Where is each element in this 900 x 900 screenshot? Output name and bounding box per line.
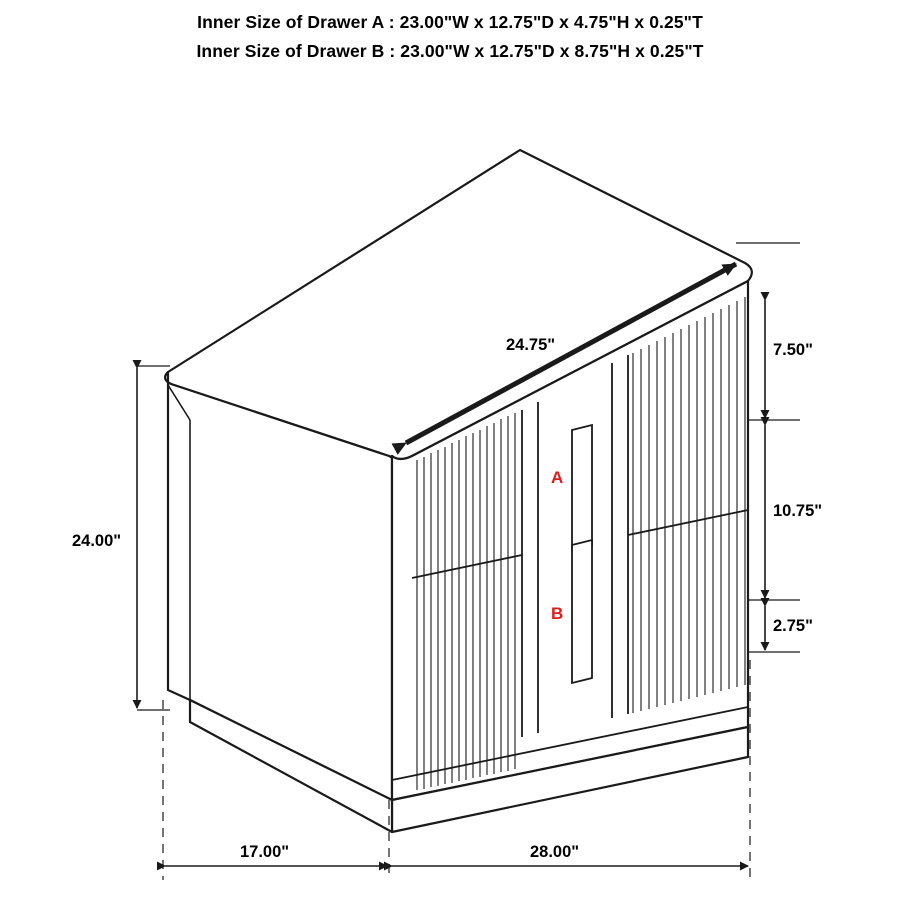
dim-label-total-height: 24.00" [72, 532, 122, 550]
dim-label-mid-section: 10.75" [773, 502, 823, 520]
handle-upper [572, 425, 592, 550]
drawer-label-b: B [551, 604, 564, 623]
dim-label-top-section: 7.50" [773, 341, 813, 359]
drawer-label-a: A [551, 468, 564, 487]
dim-label-front-width: 28.00" [530, 843, 580, 861]
dim-label-side-width: 17.00" [240, 843, 290, 861]
drawer-handles [572, 425, 592, 683]
drawer-a-spec-text: Inner Size of Drawer A : 23.00"W x 12.75"D x 4.75"H x 0.25"T [197, 12, 703, 32]
dim-label-bottom-section: 2.75" [773, 617, 813, 635]
dim-label-top-depth: 24.75" [506, 336, 556, 354]
drawer-b-spec-text: Inner Size of Drawer B : 23.00"W x 12.75"D x 8.75"H x 0.25"T [196, 41, 704, 61]
handle-lower [572, 540, 592, 683]
dim-total-height [137, 366, 170, 710]
